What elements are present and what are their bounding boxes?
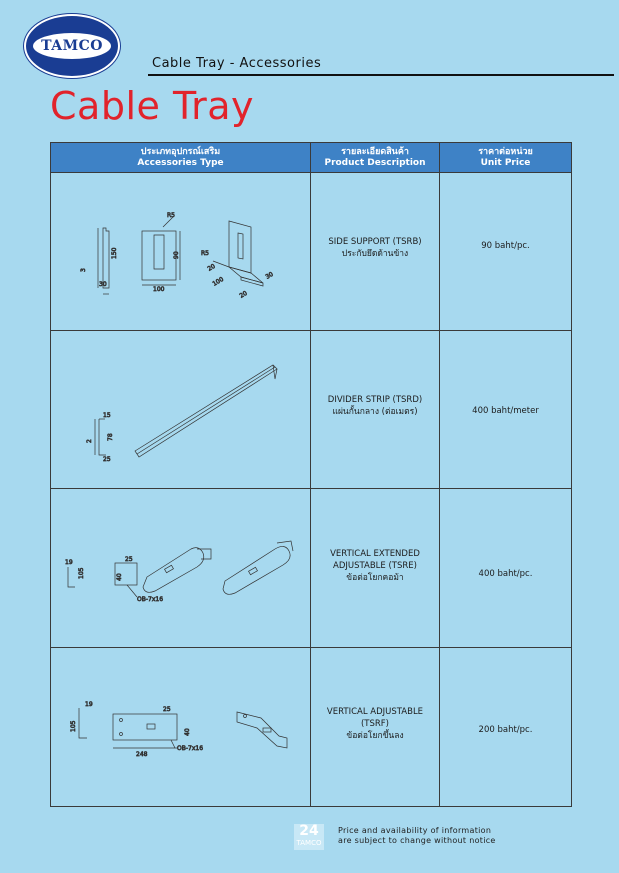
- drawing-vertical-adjustable: [51, 648, 310, 805]
- product-description: [311, 236, 439, 260]
- dim-label: OB-7x16: [137, 596, 164, 603]
- dim-label: 25: [125, 556, 133, 563]
- page-number-badge: [294, 824, 324, 850]
- price-table: [50, 142, 572, 807]
- description-line: ประกับยึดด้านข้าง: [341, 249, 409, 259]
- column-header-description-thai: รายละเอียดสินค้า: [341, 146, 409, 157]
- dim-label: 25: [163, 706, 171, 713]
- column-header-price-eng: Unit Price: [480, 157, 531, 168]
- column-header-price: [440, 143, 571, 172]
- dim-label: 40: [184, 728, 191, 736]
- column-header-type-eng: Accessories Type: [137, 157, 224, 168]
- dim-label: 30: [264, 270, 275, 281]
- dim-label: 150: [111, 247, 118, 259]
- column-header-description-eng: Product Description: [324, 157, 426, 168]
- header-rule: [148, 74, 614, 76]
- dim-label: 19: [85, 701, 93, 708]
- dim-label: 100: [153, 286, 165, 293]
- dim-label: R5: [167, 212, 175, 219]
- dim-label: 40: [116, 573, 123, 581]
- page-brand: TAMCO: [296, 839, 322, 847]
- dim-label: 78: [107, 433, 114, 441]
- footer-note-line: are subject to change without notice: [338, 836, 496, 845]
- dim-label: 105: [70, 720, 77, 732]
- footer-note: [338, 826, 496, 846]
- dim-label: 25: [103, 456, 111, 463]
- description-line: ADJUSTABLE (TSRE): [333, 561, 417, 571]
- description-line: SIDE SUPPORT (TSRB): [328, 237, 422, 247]
- unit-price: 90 baht/pc.: [481, 241, 530, 251]
- dim-label: R5: [201, 250, 209, 257]
- dim-label: 20: [238, 289, 249, 300]
- section-subtitle: Cable Tray - Accessories: [152, 56, 322, 71]
- description-line: แผ่นกั้นกลาง (ต่อเมตร): [332, 407, 418, 417]
- footer-note-line: Price and availability of information: [338, 826, 492, 835]
- dim-label: 15: [103, 412, 111, 419]
- dim-label: 3: [80, 268, 87, 272]
- drawing-side-support: [51, 173, 310, 330]
- logo-text: TAMCO: [33, 33, 111, 59]
- tamco-logo: [24, 14, 120, 78]
- page-title: Cable Tray: [50, 84, 254, 128]
- drawing-divider-strip: [51, 331, 310, 488]
- description-line: (TSRF): [360, 719, 389, 729]
- column-header-type: [51, 143, 310, 172]
- unit-price: 400 baht/pc.: [478, 569, 533, 579]
- dim-label: 90: [173, 251, 180, 259]
- dim-label: 20: [206, 262, 217, 273]
- drawing-vertical-extended: [51, 489, 310, 646]
- description-line: DIVIDER STRIP (TSRD): [327, 395, 423, 405]
- dim-label: 19: [65, 559, 73, 566]
- dim-label: OB-7x16: [177, 745, 204, 752]
- dim-label: 100: [211, 275, 225, 288]
- dim-label: 2: [86, 439, 93, 443]
- column-header-type-thai: ประเภทอุปกรณ์เสริม: [140, 146, 221, 157]
- description-line: ข้อต่อโยกขึ้นลง: [346, 731, 404, 741]
- unit-price: 200 baht/pc.: [478, 725, 533, 735]
- page-number: 24: [299, 823, 319, 839]
- description-line: VERTICAL EXTENDED: [330, 549, 420, 559]
- description-line: ข้อต่อโยกคอม้า: [346, 573, 404, 583]
- dim-label: 248: [136, 751, 148, 758]
- unit-price: 400 baht/meter: [472, 406, 539, 416]
- description-line: VERTICAL ADJUSTABLE: [326, 707, 424, 717]
- column-header-price-thai: ราคาต่อหน่วย: [478, 146, 533, 157]
- column-header-description: [311, 143, 439, 172]
- product-description: [311, 706, 439, 742]
- product-description: [311, 394, 439, 418]
- dim-label: 30: [99, 281, 107, 288]
- dim-label: 105: [78, 567, 85, 579]
- product-description: [311, 548, 439, 584]
